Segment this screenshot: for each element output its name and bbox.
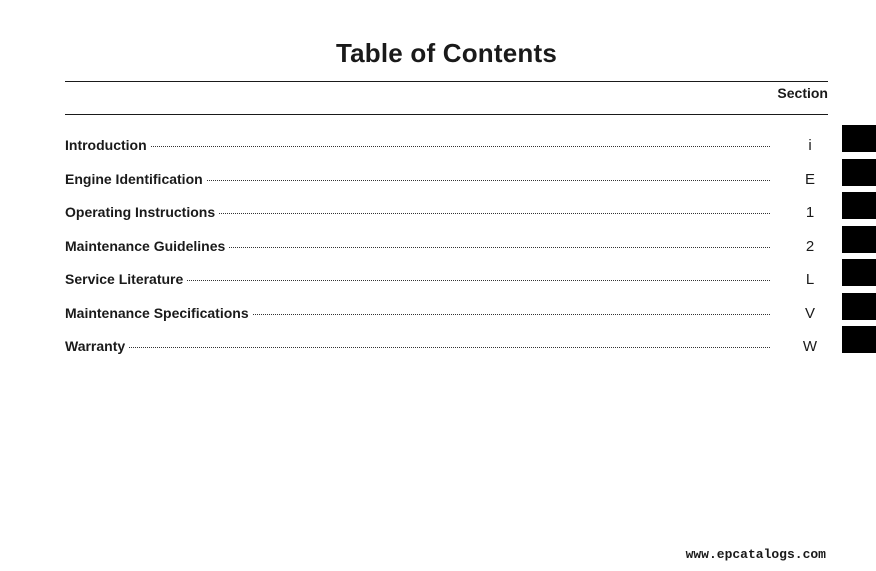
dot-leader	[187, 279, 770, 281]
page-title: Table of Contents	[335, 38, 558, 68]
toc-section: L	[805, 271, 815, 288]
toc-row-maintenance-specifications[interactable]	[65, 305, 828, 339]
section-tab-engine-identification[interactable]	[842, 159, 876, 186]
toc-label: Maintenance Specifications	[65, 304, 249, 321]
toc-row-warranty[interactable]	[65, 338, 828, 372]
toc-section: 1	[805, 204, 815, 221]
top-rule	[65, 81, 828, 82]
toc-section: i	[808, 137, 812, 154]
toc-row-maintenance-guidelines[interactable]	[65, 238, 828, 272]
dot-leader	[207, 179, 770, 181]
toc-row-introduction[interactable]	[65, 137, 828, 171]
dot-leader	[129, 346, 770, 348]
bottom-rule	[65, 114, 828, 115]
toc-section: 2	[805, 237, 815, 255]
toc-list	[65, 137, 828, 372]
toc-section: E	[804, 170, 815, 188]
toc-label: Operating Instructions	[65, 204, 216, 220]
section-tab-warranty[interactable]	[842, 326, 876, 353]
toc-label: Engine Identification	[65, 170, 203, 187]
toc-label: Maintenance Guidelines	[65, 237, 226, 254]
toc-row-engine-identification[interactable]	[65, 171, 828, 205]
footer-url[interactable]: www.epcatalogs.com	[685, 547, 826, 562]
toc-section: W	[802, 338, 818, 355]
section-tab-introduction[interactable]	[842, 125, 876, 152]
dot-leader	[253, 313, 770, 315]
toc-row-service-literature[interactable]	[65, 271, 828, 305]
dot-leader	[219, 212, 770, 214]
section-tab-service-literature[interactable]	[842, 259, 876, 286]
toc-section: V	[804, 304, 815, 322]
toc-label: Warranty	[65, 338, 126, 354]
dot-leader	[229, 246, 770, 248]
section-tab-maintenance-specifications[interactable]	[842, 293, 876, 320]
section-tab-operating-instructions[interactable]	[842, 192, 876, 219]
toc-label: Service Literature	[65, 271, 184, 287]
toc-row-operating-instructions[interactable]	[65, 204, 828, 238]
toc-label: Introduction	[65, 137, 147, 153]
section-tab-maintenance-guidelines[interactable]	[842, 226, 876, 253]
dot-leader	[151, 145, 770, 147]
section-column-header: Section	[777, 85, 828, 101]
